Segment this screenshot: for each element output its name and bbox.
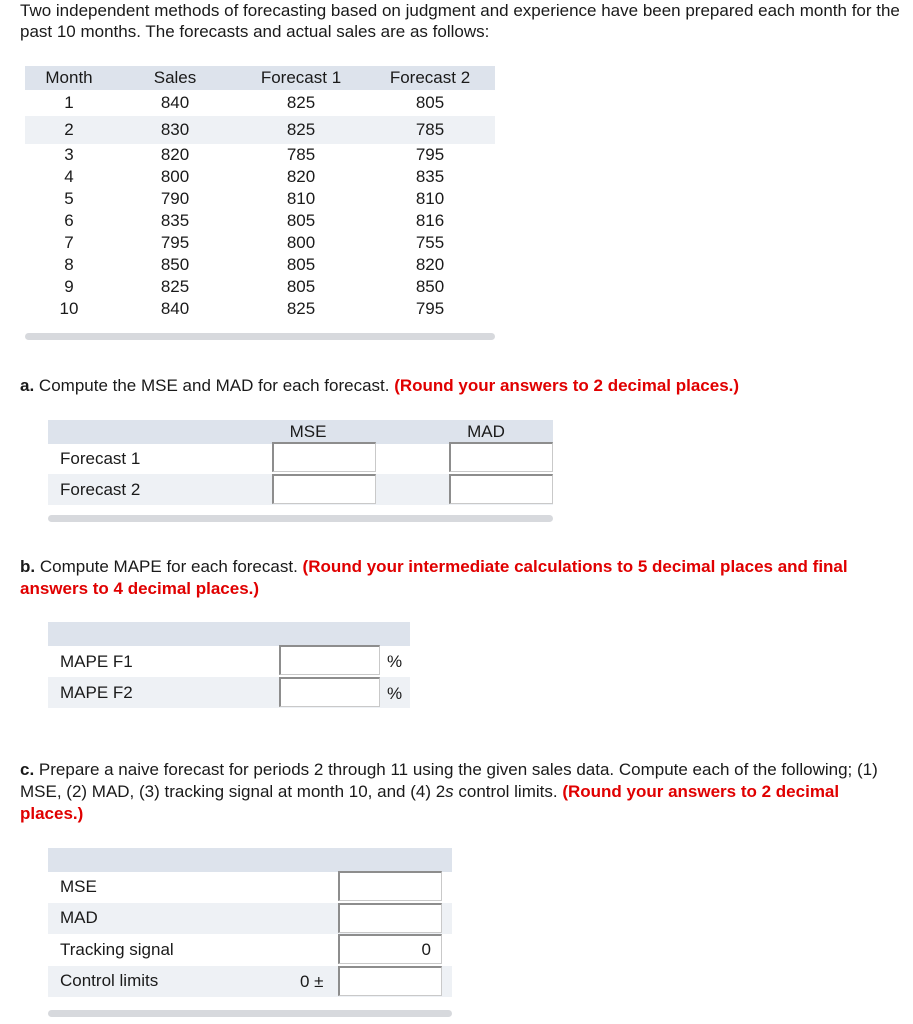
part-c-scrollbar[interactable] [48,1010,452,1017]
intro-text: Two independent methods of forecasting based on judgment and experience have been prepared each month for the past 10 months. The forecasts and actual sales are as follows: [20,1,900,41]
part-c-label-tracking-signal: Tracking signal [60,940,174,959]
cell-sales: 835 [160,211,190,230]
part-b-header [48,622,410,646]
question-c-italic-s: s [445,782,454,801]
part-c-header [48,848,452,872]
cell-month: 3 [64,145,74,164]
cell-sales: 840 [160,93,190,112]
question-b-letter: b. [20,557,36,576]
question-a-text: Compute the MSE and MAD for each forecast. [38,376,390,395]
forecast-2-mad-input[interactable] [449,474,553,504]
part-a-scrollbar[interactable] [48,515,553,522]
table-row [25,298,495,320]
tracking-signal-input[interactable] [338,934,442,964]
question-b-text: Compute MAPE for each forecast. [39,557,298,576]
question-c [20,759,900,825]
mape-f1-input[interactable] [279,645,380,675]
naive-mad-input[interactable] [338,903,442,933]
question-c-text-end: control limits. [453,782,558,801]
header-forecast-1: Forecast 1 [237,66,365,90]
table-row [25,276,495,298]
mape-f1-percent-sign: % [387,652,403,671]
cell-forecast-1: 825 [286,299,316,318]
question-c-text: Prepare a naive forecast for periods 2 through 11 using the given sales data. Compute each of the following; (1) MSE, (2) MAD, (3) tracking signal at month 10, and (4) 2 [20,760,878,801]
part-c-label-mse: MSE [60,877,97,896]
question-a [20,375,900,397]
cell-sales: 830 [113,116,237,144]
cell-forecast-1: 785 [286,145,316,164]
table-row [25,232,495,254]
part-a-label-forecast-1: Forecast 1 [60,449,141,468]
part-b-label-mape-f1: MAPE F1 [60,652,133,671]
part-a-label-forecast-2: Forecast 2 [60,480,141,499]
table-row [25,116,495,144]
header-sales: Sales [113,66,237,90]
question-c-letter: c. [20,760,35,779]
cell-month: 10 [59,299,79,318]
cell-forecast-2: 795 [415,145,445,164]
cell-sales: 850 [160,255,190,274]
cell-sales: 840 [160,299,190,318]
part-c-label-mad: MAD [60,908,98,927]
cell-forecast-1: 800 [286,233,316,252]
part-c-label-control-limits: Control limits [60,971,159,990]
cell-forecast-1: 825 [237,116,365,144]
header-month: Month [25,66,113,90]
table-row [25,166,495,188]
table-row [25,90,495,116]
question-a-letter: a. [20,376,35,395]
cell-month: 4 [64,167,74,186]
control-limits-prefix: 0 ± [300,972,324,991]
cell-forecast-2: 835 [415,167,445,186]
part-a-header-mad: MAD [467,422,505,441]
table-row [25,210,495,232]
part-b-label-mape-f2: MAPE F2 [60,683,133,702]
table-row [25,188,495,210]
cell-forecast-2: 795 [415,299,445,318]
cell-forecast-2: 820 [415,255,445,274]
cell-forecast-2: 805 [415,93,445,112]
question-b-note: (Round your intermediate calculations to 5 decimal places and final answers to 4 decimal places.) [20,557,848,598]
cell-sales: 795 [160,233,190,252]
cell-month: 6 [64,211,74,230]
cell-forecast-2: 755 [415,233,445,252]
cell-sales: 820 [160,145,190,164]
cell-forecast-2: 785 [365,116,495,144]
mape-f2-percent-sign: % [387,684,403,703]
control-limits-input[interactable] [338,966,442,996]
cell-forecast-1: 805 [286,277,316,296]
cell-month: 2 [25,116,113,144]
sales-forecast-table [25,66,495,320]
forecast-1-mad-input[interactable] [449,442,553,472]
cell-month: 7 [64,233,74,252]
cell-forecast-1: 820 [286,167,316,186]
cell-sales: 800 [160,167,190,186]
forecast-2-mse-input[interactable] [272,474,376,504]
cell-forecast-2: 816 [415,211,445,230]
cell-month: 5 [64,189,74,208]
table-row [25,254,495,276]
table-scrollbar[interactable] [25,333,495,340]
naive-mse-input[interactable] [338,871,442,901]
cell-month: 9 [64,277,74,296]
cell-forecast-1: 810 [286,189,316,208]
cell-sales: 825 [160,277,190,296]
cell-forecast-1: 805 [286,211,316,230]
forecast-1-mse-input[interactable] [272,442,376,472]
question-c-note: (Round your answers to 2 decimal places.) [20,782,840,823]
cell-forecast-1: 805 [286,255,316,274]
question-a-note: (Round your answers to 2 decimal places.) [394,376,740,395]
table-header-row [25,66,495,90]
header-forecast-2: Forecast 2 [365,66,495,90]
question-b [20,556,900,600]
table-row [25,144,495,166]
cell-month: 8 [64,255,74,274]
cell-forecast-2: 850 [415,277,445,296]
part-a-header-mse: MSE [289,422,327,441]
cell-forecast-1: 825 [286,93,316,112]
cell-month: 1 [64,93,74,112]
cell-forecast-2: 810 [415,189,445,208]
cell-sales: 790 [160,189,190,208]
mape-f2-input[interactable] [279,677,380,707]
